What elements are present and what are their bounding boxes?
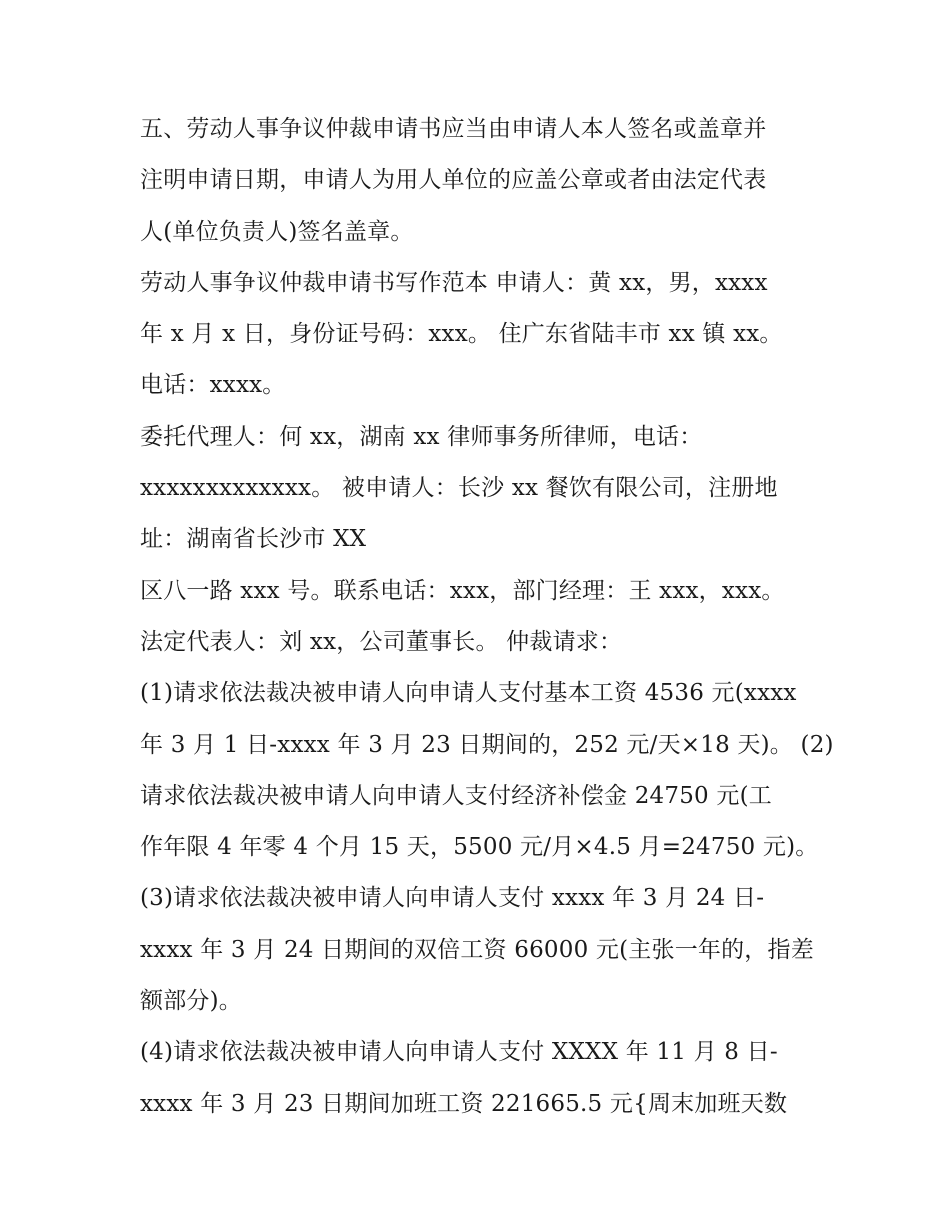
text-line: 电话：xxxx。 xyxy=(140,372,286,399)
text-line: 法定代表人：刘 xx，公司董事长。 仲裁请求： xyxy=(140,628,623,655)
text-line: xxxx 年 3 月 24 日期间的双倍工资 66000 元(主张一年的，指差 xyxy=(140,936,814,963)
text-line: 址：湖南省长沙市 XX xyxy=(140,526,367,553)
text-line: 额部分)。 xyxy=(140,988,242,1015)
text-line: xxxxxxxxxxxxx。 被申请人：长沙 xx 餐饮有限公司，注册地 xyxy=(140,475,778,502)
text-line: (3)请求依法裁决被申请人向申请人支付 xxxx 年 3 月 24 日- xyxy=(140,885,765,912)
text-line: 委托代理人：何 xx，湖南 xx 律师事务所律师，电话： xyxy=(140,423,703,450)
text-line: 注明申请日期，申请人为用人单位的应盖公章或者由法定代表 xyxy=(140,167,767,194)
text-line: xxxx 年 3 月 23 日期间加班工资 221665.5 元{周末加班天数 xyxy=(140,1090,788,1117)
text-line: (4)请求依法裁决被申请人向申请人支付 XXXX 年 11 月 8 日- xyxy=(140,1039,778,1066)
text-line: 劳动人事争议仲裁申请书写作范本 申请人：黄 xx，男，xxxx xyxy=(140,269,768,296)
text-line: 年 x 月 x 日，身份证号码：xxx。 住广东省陆丰市 xx 镇 xx。 xyxy=(140,321,783,348)
text-line: 年 3 月 1 日-xxxx 年 3 月 23 日期间的，252 元/天×18 天)。 (2) xyxy=(140,731,834,758)
text-line: 五、劳动人事争议仲裁申请书应当由申请人本人签名或盖章并 xyxy=(140,116,767,142)
document-body xyxy=(140,104,840,1130)
text-line: 区八一路 xxx 号。联系电话：xxx，部门经理：王 xxx，xxx。 xyxy=(140,577,785,604)
text-line: 人(单位负责人)签名盖章。 xyxy=(140,218,414,245)
text-line: 请求依法裁决被申请人向申请人支付经济补偿金 24750 元(工 xyxy=(140,782,772,809)
text-line: (1)请求依法裁决被申请人向申请人支付基本工资 4536 元(xxxx xyxy=(140,680,797,707)
text-line: 作年限 4 年零 4 个月 15 天，5500 元/月×4.5 月=24750 元)。 xyxy=(140,834,819,861)
